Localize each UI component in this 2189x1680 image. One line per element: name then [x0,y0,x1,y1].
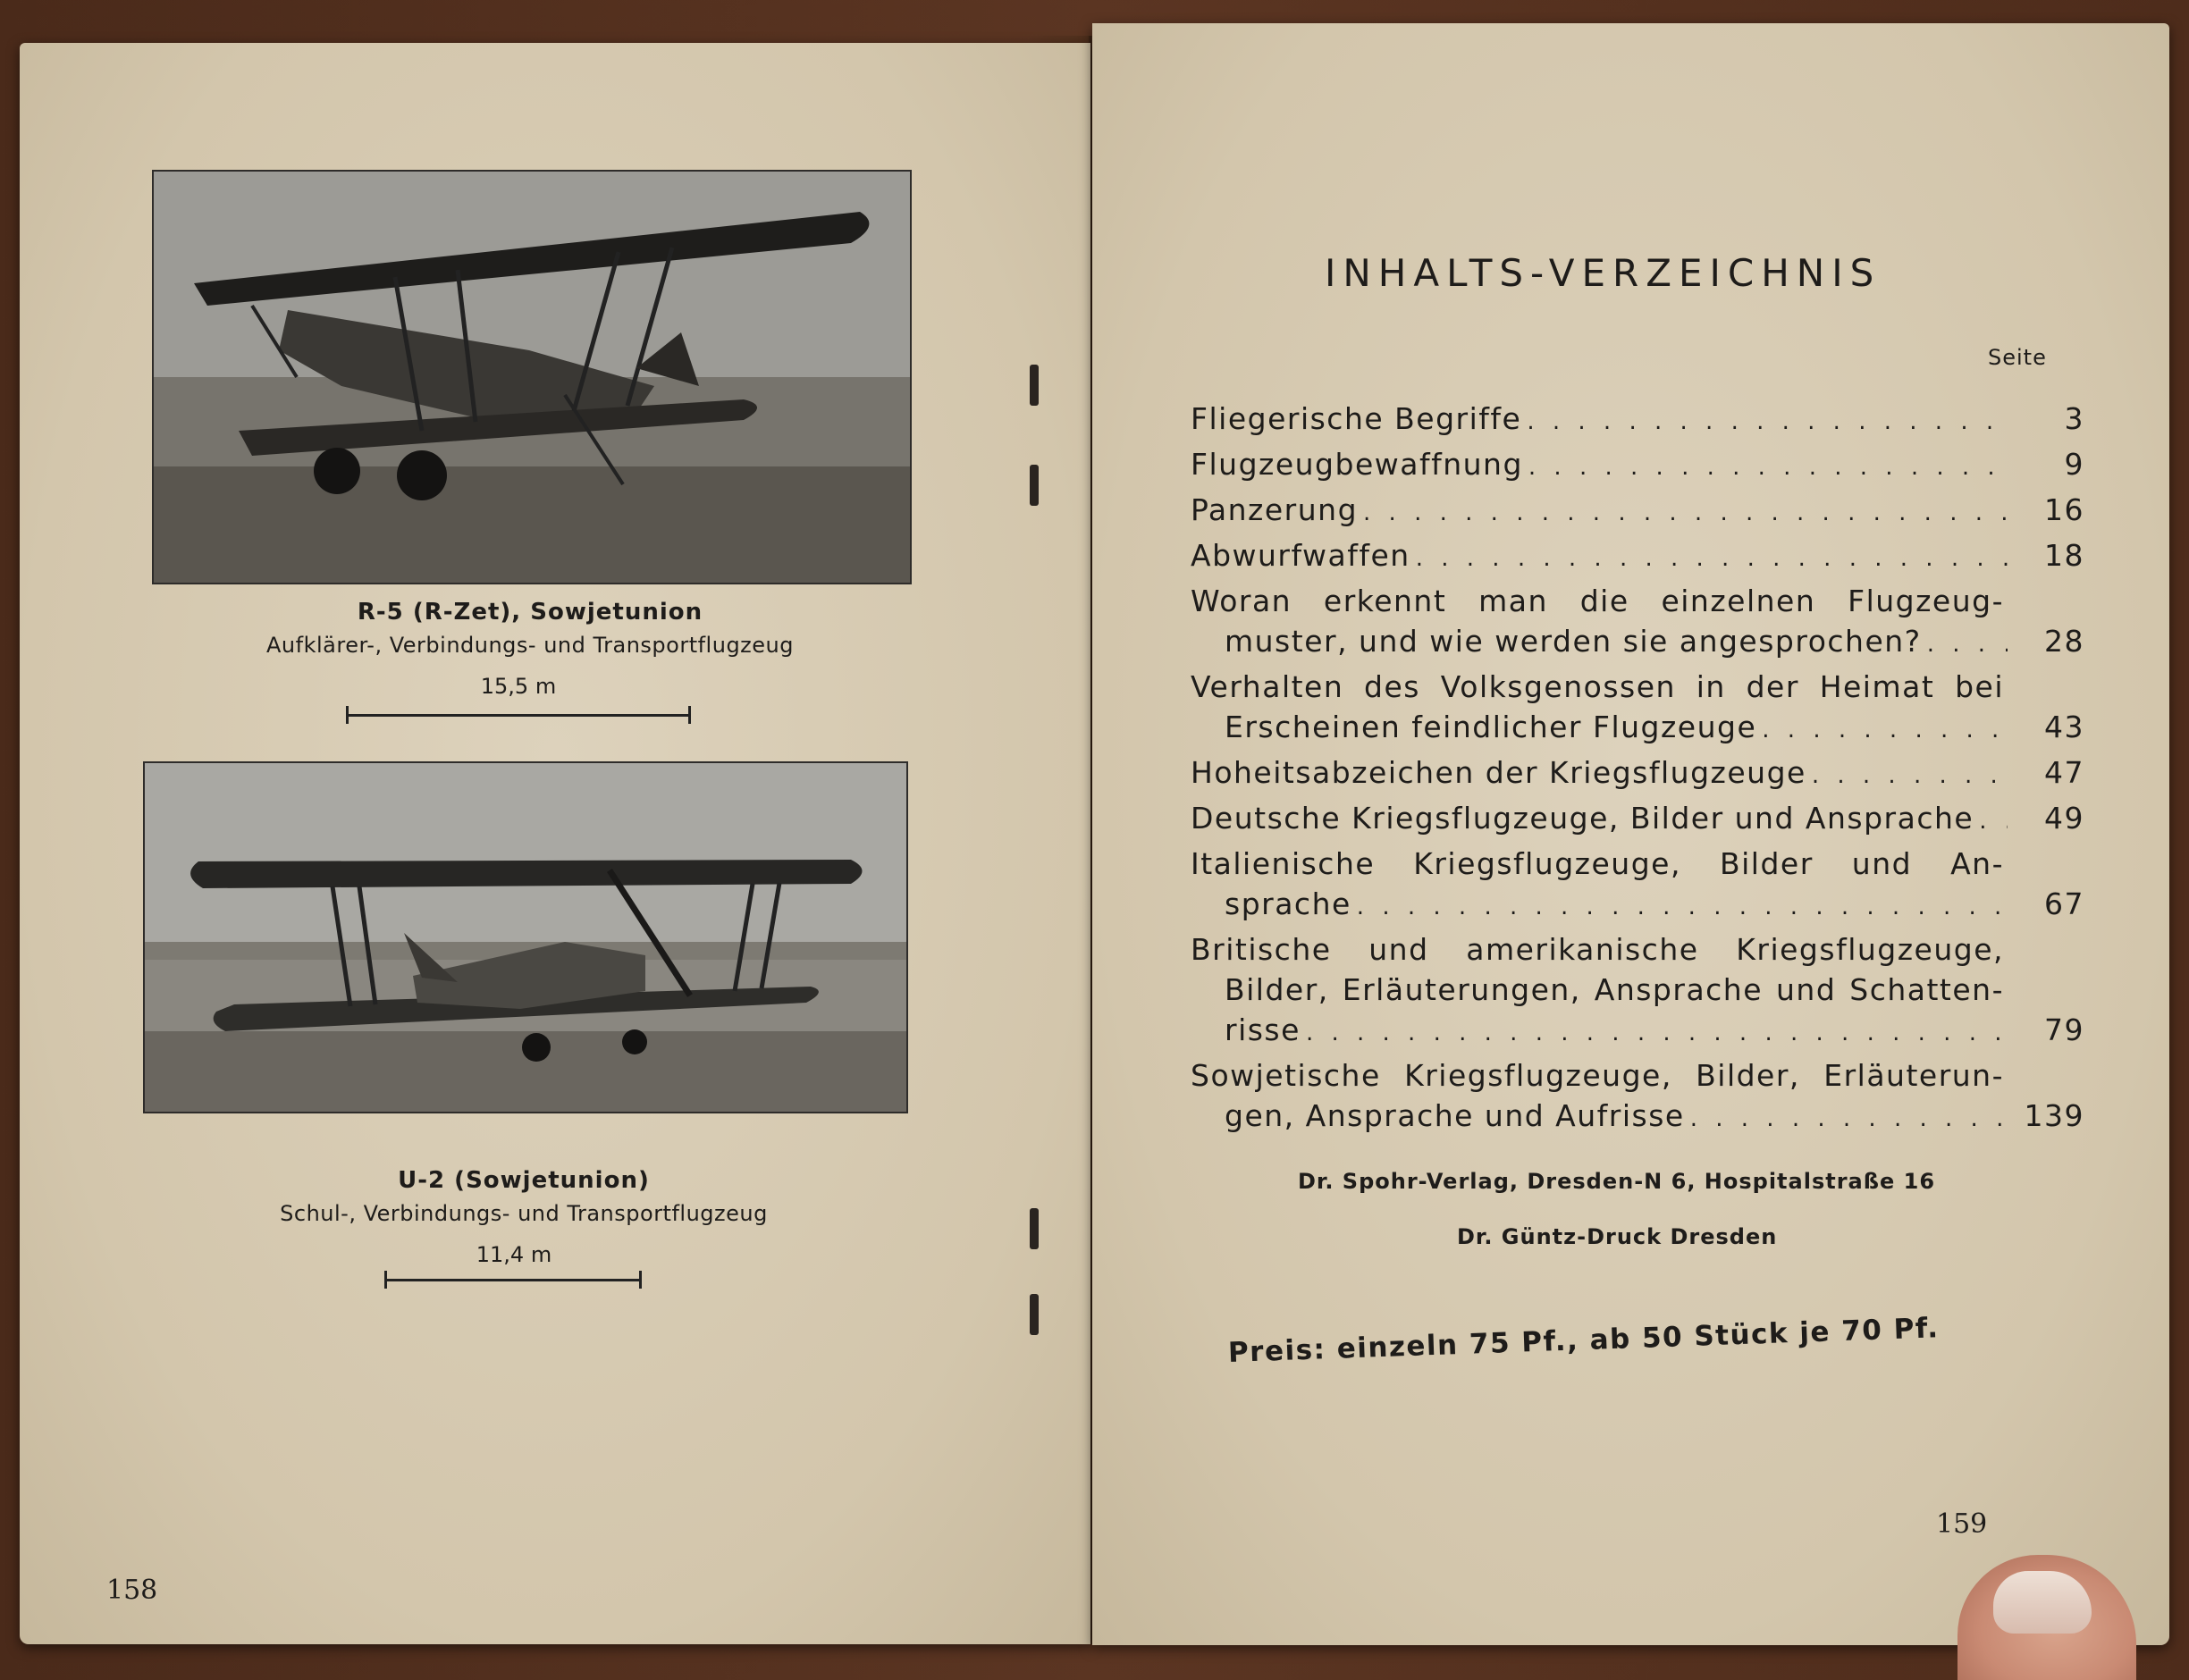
table-of-contents [1191,399,2084,1141]
toc-leader-dots [1927,625,2008,665]
figure-u2-scale-bar [384,1271,642,1289]
page-number-right: 159 [1936,1508,1988,1540]
toc-entry-page: 18 [2044,538,2084,573]
toc-entry-page: 67 [2044,886,2084,921]
toc-heading: INHALTS-VERZEICHNIS [1325,251,1882,295]
toc-line [1191,929,2084,970]
toc-line [1191,1010,2084,1054]
toc-entry-page: 28 [2044,624,2084,659]
toc-entry [1191,535,2084,579]
toc-line [1191,1055,2084,1096]
biplane-r5-illustration [154,172,910,583]
toc-line [1191,970,2084,1010]
toc-entry-title: risse [1225,1012,1301,1047]
toc-line [1191,581,2084,621]
binding-stitch [1030,1294,1039,1335]
toc-line [1191,667,2084,707]
right-page [1092,23,2169,1645]
toc-line [1191,752,2084,796]
figure-r5-photo [152,170,912,584]
toc-line [1191,1096,2084,1139]
toc-leader-dots [1762,710,2008,751]
toc-entry-title: Flugzeugbewaffnung [1191,447,1523,482]
toc-leader-dots [1363,493,2008,533]
left-page [20,43,1090,1644]
toc-entry-page: 49 [2044,801,2084,836]
toc-entry-page: 9 [2064,447,2084,482]
binding-stitch [1030,1208,1039,1249]
figure-u2-photo [143,761,908,1113]
printer-imprint: Dr. Güntz-Druck Dresden [1457,1224,1778,1249]
binding-stitch [1030,465,1039,506]
toc-entry-page: 3 [2064,401,2084,436]
toc-leader-dots [1979,802,2008,842]
toc-line [1191,707,2084,751]
toc-entry-title: Sowjetische Kriegsflugzeuge, Bilder, Erläuterun- [1191,1058,2004,1093]
toc-leader-dots [1527,402,2008,442]
toc-entry-title: Britische und amerikanische Kriegsflugzeuge, [1191,932,2004,967]
toc-entry-title: Fliegerische Begriffe [1191,401,1522,436]
toc-line [1191,621,2084,665]
toc-column-label: Seite [1988,345,2047,370]
figure-r5-subtitle: Aufklärer-, Verbindungs- und Transportflugzeug [266,633,794,658]
toc-leader-dots [1306,1013,2008,1054]
toc-entry-page: 79 [2044,1012,2084,1047]
toc-line [1191,884,2084,928]
toc-entry [1191,667,2084,751]
toc-entry-page: 16 [2044,492,2084,527]
toc-entry-title: gen, Ansprache und Aufrisse [1225,1098,1685,1133]
toc-entry [1191,1055,2084,1139]
toc-entry [1191,399,2084,442]
toc-entry-page: 139 [2024,1098,2084,1133]
toc-entry-title: Verhalten des Volksgenossen in der Heimat bei [1191,669,2004,704]
toc-line [1191,399,2084,442]
toc-leader-dots [1528,448,2008,488]
toc-entry-title: Italienische Kriegsflugzeuge, Bilder und An- [1191,846,2004,881]
figure-u2-title: U-2 (Sowjetunion) [398,1167,650,1194]
toc-entry-page: 43 [2044,710,2084,744]
toc-entry-title: Panzerung [1191,492,1359,527]
toc-entry [1191,490,2084,533]
toc-entry [1191,581,2084,665]
toc-entry [1191,798,2084,842]
toc-entry-title: muster, und wie werden sie angesprochen? [1225,624,1922,659]
toc-entry [1191,752,2084,796]
toc-line [1191,798,2084,842]
toc-line [1191,490,2084,533]
toc-entry [1191,844,2084,928]
toc-line [1191,444,2084,488]
toc-entry-title: sprache [1225,886,1351,921]
figure-r5-scale-bar [346,706,691,724]
biplane-u2-illustration [145,763,906,1112]
toc-entry-title: Erscheinen feindlicher Flugzeuge [1225,710,1757,744]
toc-leader-dots [1416,539,2008,579]
toc-entry-title: Bilder, Erläuterungen, Ansprache und Schatten- [1225,972,2004,1007]
toc-entry-title: Abwurfwaffen [1191,538,1410,573]
figure-u2-wingspan: 11,4 m [476,1242,552,1267]
toc-leader-dots [1690,1099,2008,1139]
toc-leader-dots [1357,887,2008,928]
page-number-left: 158 [106,1575,158,1606]
figure-r5-title: R-5 (R-Zet), Sowjetunion [357,599,703,626]
price-line: Preis: einzeln 75 Pf., ab 50 Stück je 70 Pf. [1227,1312,1941,1369]
toc-leader-dots [1812,756,2008,796]
figure-r5-wingspan: 15,5 m [480,674,557,699]
toc-entry-title: Hoheitsabzeichen der Kriegsflugzeuge [1191,755,1806,790]
toc-entry-title: Deutsche Kriegsflugzeuge, Bilder und Ansprache [1191,801,1974,836]
toc-line [1191,844,2084,884]
binding-stitch [1030,365,1039,406]
toc-line [1191,535,2084,579]
publisher-imprint: Dr. Spohr-Verlag, Dresden-N 6, Hospitalstraße 16 [1298,1169,1936,1194]
figure-u2-subtitle: Schul-, Verbindungs- und Transportflugzeug [280,1201,768,1226]
toc-entry-page: 47 [2044,755,2084,790]
toc-entry [1191,929,2084,1054]
toc-entry-title: Woran erkennt man die einzelnen Flugzeug- [1191,584,2004,618]
toc-entry [1191,444,2084,488]
